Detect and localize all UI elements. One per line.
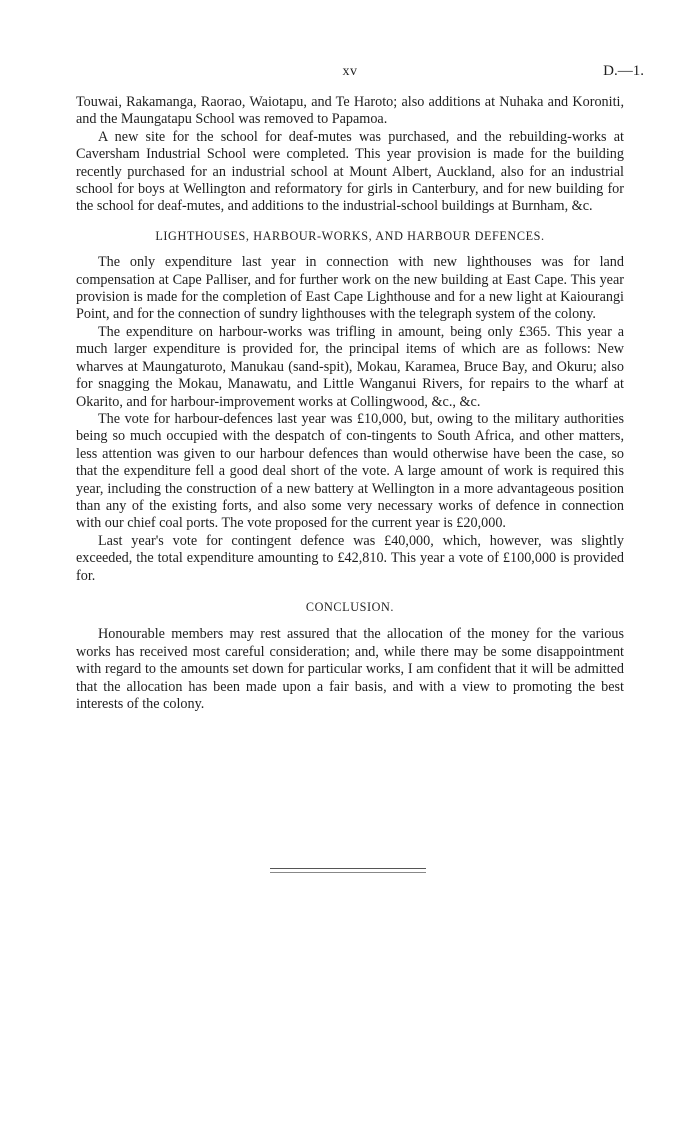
- paragraph-harbour-works: The expenditure on harbour-works was trifling in amount, being only £365. This year a much larger expenditure is provided for, the principal items of which are as follows: New wharves at Maungaturoto, Manukau (sand-spit), Mokau, Karamea, Bruce Bay, and Okuru; also for snagging the Mokau, Manawatu, and Little Wanganui Rivers, for repairs to the wharf at Okarito, and for harbour-improvement works at Collingwood, &c., &c.: [76, 323, 624, 410]
- paragraph-schools: A new site for the school for deaf-mutes was purchased, and the rebuilding-works at Caversham Industrial School were completed. This year provision is made for the building recently purchased for an industrial school at Mount Albert, Auckland, also for an industrial school for boys at Wellington and reformatory for girls in Canterbury, and for new building for the school for deaf-mutes, and additions to the industrial-school buildings at Burnham, &c.: [76, 128, 624, 215]
- paragraph-harbour-defences: The vote for harbour-defences last year was £10,000, but, owing to the military authorities being so much occupied with the despatch of con-tingents to South Africa, and other matters, less attention was given to our harbour defences than would otherwise have been the case, so that the expenditure fell a good deal short of the vote. A large amount of work is required this year, including the construction of a new battery at Wellington in a more advantageous position than any of the existing forts, and also some very necessary works of defence in connection with our chief coal ports. The vote proposed for the current year is £20,000.: [76, 410, 624, 532]
- page-number: xv: [342, 64, 358, 79]
- paragraph-contingent-defence: Last year's vote for contingent defence was £40,000, which, however, was slightly exceeded, the total expenditure amounting to £42,810. This year a vote of £100,000 is provided for.: [76, 532, 624, 584]
- paragraph-conclusion: Honourable members may rest assured that the allocation of the money for the various works has received most careful consideration; and, while there may be some disappointment with regard to the amounts set down for particular works, I am confident that it will be admitted that the allocation has been made upon a fair basis, and with a view to promoting the best interests of the colony.: [76, 626, 624, 712]
- section-heading-conclusion: CONCLUSION.: [305, 599, 395, 614]
- paragraph-continuation: Touwai, Rakamanga, Raorao, Waiotapu, and Te Haroto; also additions at Nuhaka and Koroniti, and the Maungatapu School was removed to Papamoa.: [76, 94, 624, 128]
- section-heading-lighthouses: LIGHTHOUSES, HARBOUR-WORKS, AND HARBOUR DEFENCES.: [155, 228, 545, 243]
- document-body: [76, 94, 624, 713]
- paragraph-lighthouses: The only expenditure last year in connection with new lighthouses was for land compensation at Cape Palliser, and for further work on the new building at East Cape. This year provision is made for the completion of East Cape Lighthouse and for a new light at Kaiourangi Point, and for the connection of sundry lighthouses with the telegraph system of the colony.: [76, 254, 624, 323]
- footer-divider: [270, 868, 426, 873]
- document-reference: D.—1.: [603, 63, 644, 79]
